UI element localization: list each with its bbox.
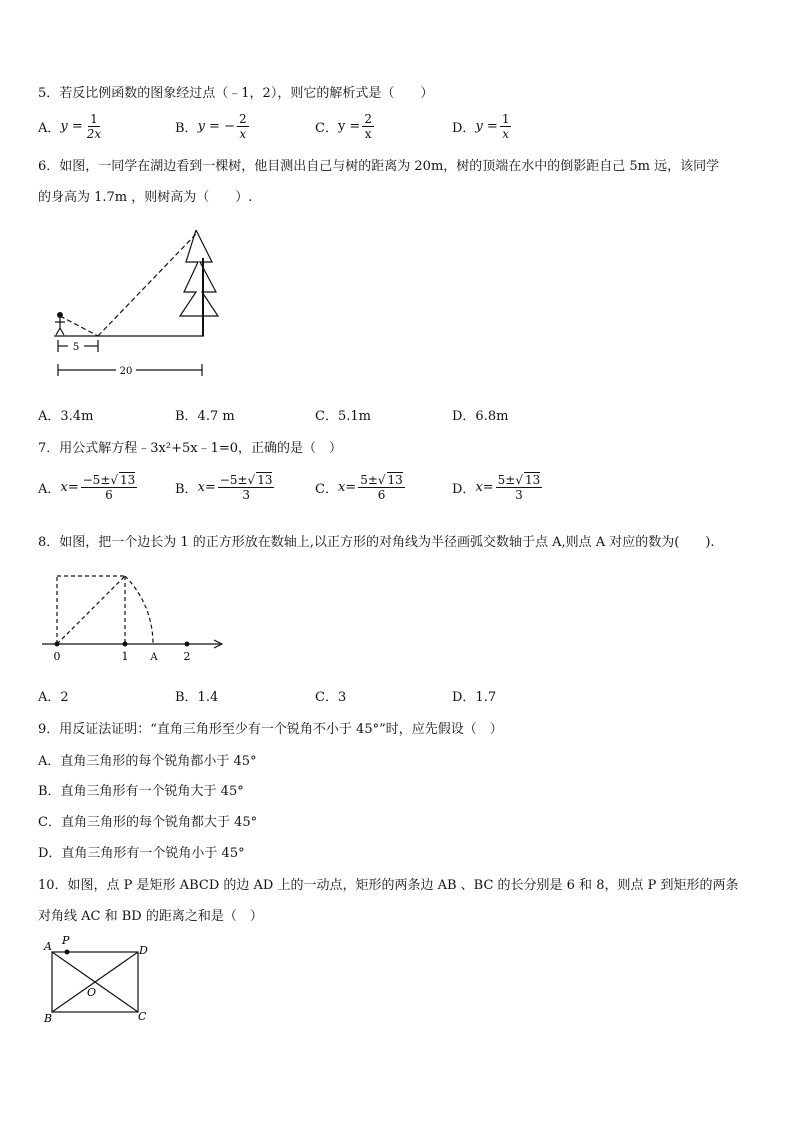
fraction xyxy=(237,112,249,141)
q6-option-c[interactable]: C．5.1m xyxy=(315,409,371,424)
option-lhs: y = − xyxy=(197,119,235,134)
q6-option-d[interactable]: D．6.8m xyxy=(452,409,509,424)
fraction xyxy=(362,112,374,141)
q7-option-d[interactable] xyxy=(452,473,544,502)
fraction xyxy=(81,473,138,502)
fraction-numerator: −5±√ 13 xyxy=(82,473,136,487)
fraction-numerator: −5±√ 13 xyxy=(219,473,273,487)
radicand: 13 xyxy=(525,473,541,487)
q6-stem-line2: 的身高为 1.7m ，则树高为（ ）. xyxy=(38,190,253,205)
q7-option-c[interactable] xyxy=(315,473,407,502)
fraction-numerator: 1 xyxy=(90,112,98,126)
q9-option-a[interactable]: A．直角三角形的每个锐角都小于 45° xyxy=(38,754,257,769)
q9-option-d[interactable]: D．直角三角形有一个锐角小于 45° xyxy=(38,846,245,861)
q10-stem-line2: 对角线 AC 和 BD 的距离之和是（ ） xyxy=(38,909,263,924)
fraction-numerator: 2 xyxy=(364,112,372,126)
option-label: C． xyxy=(315,482,338,497)
option-lhs: y = xyxy=(337,119,361,134)
fraction-numerator: 5±√ 13 xyxy=(360,473,403,487)
numerator-prefix: 5± xyxy=(360,473,378,487)
q5-option-b[interactable] xyxy=(175,112,251,141)
q9-option-b[interactable]: B．直角三角形有一个锐角大于 45° xyxy=(38,784,244,799)
option-label: C． xyxy=(315,121,338,136)
q6-figure xyxy=(40,222,230,382)
option-lhs: x= xyxy=(60,480,79,495)
fraction xyxy=(85,112,103,141)
option-lhs: x= xyxy=(475,480,494,495)
numerator-prefix: −5± xyxy=(219,473,248,487)
option-lhs: y = xyxy=(475,119,498,134)
q8-option-c[interactable]: C．3 xyxy=(315,690,347,705)
point-p xyxy=(65,950,70,955)
tick-label-1: 1 xyxy=(121,650,129,663)
fraction xyxy=(358,473,405,502)
tick-label-0: 0 xyxy=(53,650,61,663)
q7-option-b[interactable] xyxy=(175,473,276,502)
tree-outline xyxy=(180,230,218,316)
point-0 xyxy=(55,642,60,647)
option-label: B． xyxy=(175,482,198,497)
q8-option-b[interactable]: B．1.4 xyxy=(175,690,219,705)
fraction-numerator: 5±√ 13 xyxy=(497,473,541,487)
radicand: 13 xyxy=(257,473,273,487)
q7-option-a[interactable] xyxy=(38,473,139,502)
fraction xyxy=(500,112,512,141)
fraction-denominator: 3 xyxy=(515,488,523,502)
option-label: A． xyxy=(38,121,61,136)
fraction xyxy=(496,473,543,502)
tick-label-2: 2 xyxy=(183,650,191,663)
option-label: A． xyxy=(38,482,61,497)
label-o: O xyxy=(87,986,97,999)
arc xyxy=(125,576,153,644)
fraction-denominator: x xyxy=(502,127,510,141)
q8-stem: 8．如图，把一个边长为 1 的正方形放在数轴上,以正方形的对角线为半径画弧交数轴于点 A,则点 A 对应的数为( ). xyxy=(38,535,715,550)
option-label: D． xyxy=(452,121,476,136)
fraction-numerator: 1 xyxy=(501,112,510,126)
fraction-denominator: x xyxy=(239,127,247,141)
q8-option-d[interactable]: D．1.7 xyxy=(452,690,497,705)
radicand: 13 xyxy=(120,473,136,487)
label-5: 5 xyxy=(72,342,80,353)
q6-option-b[interactable]: B．4.7 m xyxy=(175,409,235,424)
fraction-denominator: 6 xyxy=(377,488,386,502)
q10-figure xyxy=(38,930,168,1026)
q5-option-c[interactable] xyxy=(315,112,376,141)
label-a: A xyxy=(44,940,52,953)
q9-stem: 9．用反证法证明：“直角三角形至少有一个锐角不小于 45°”时，应先假设（ ） xyxy=(38,722,503,737)
numerator-prefix: 5± xyxy=(497,473,516,487)
fraction-denominator: 2x xyxy=(86,127,102,141)
q6-option-a[interactable]: A．3.4m xyxy=(38,409,94,424)
person-head xyxy=(57,312,63,318)
option-lhs: x= xyxy=(337,480,357,495)
q7-stem: 7．用公式解方程﹣3x²+5x﹣1=0，正确的是（ ） xyxy=(38,441,343,456)
point-2 xyxy=(185,642,190,647)
fraction-denominator: 6 xyxy=(105,488,113,502)
label-b: B xyxy=(44,1012,53,1025)
sight-line-person xyxy=(60,316,98,336)
q6-stem-line1: 6．如图，一同学在湖边看到一棵树，他目测出自己与树的距离为 20m，树的顶端在水中的倒影距自己 5m 远，该同学 xyxy=(38,159,720,174)
numerator-prefix: −5± xyxy=(82,473,111,487)
q8-option-a[interactable]: A．2 xyxy=(38,690,69,705)
square-diagonal xyxy=(57,576,125,644)
q5-stem: 5．若反比例函数的图象经过点（﹣1，2），则它的解析式是（ ） xyxy=(38,86,434,101)
fraction xyxy=(218,473,275,502)
q8-figure xyxy=(38,568,238,668)
q10-stem-line1: 10．如图，点 P 是矩形 ABCD 的边 AD 上的一动点，矩形的两条边 AB 、BC 的长分别是 6 和 8，则点 P 到矩形的两条 xyxy=(38,878,739,893)
point-1 xyxy=(123,642,128,647)
label-20: 20 xyxy=(119,366,133,377)
option-label: B． xyxy=(175,121,198,136)
sight-line-tree xyxy=(98,234,196,336)
fraction-denominator: x xyxy=(364,127,372,141)
option-lhs: y = xyxy=(60,119,83,134)
option-label: D． xyxy=(452,482,476,497)
label-d: D xyxy=(139,944,148,957)
q9-option-c[interactable]: C．直角三角形的每个锐角都大于 45° xyxy=(38,815,258,830)
fraction-denominator: 3 xyxy=(242,488,250,502)
fraction-numerator: 2 xyxy=(238,112,247,126)
option-lhs: x= xyxy=(197,480,216,495)
label-c: C xyxy=(138,1010,147,1023)
tick-label-a: A xyxy=(150,652,158,663)
label-p: P xyxy=(62,934,70,947)
q5-option-a[interactable] xyxy=(38,112,105,141)
q5-option-d[interactable] xyxy=(452,112,513,141)
radicand: 13 xyxy=(387,473,403,487)
